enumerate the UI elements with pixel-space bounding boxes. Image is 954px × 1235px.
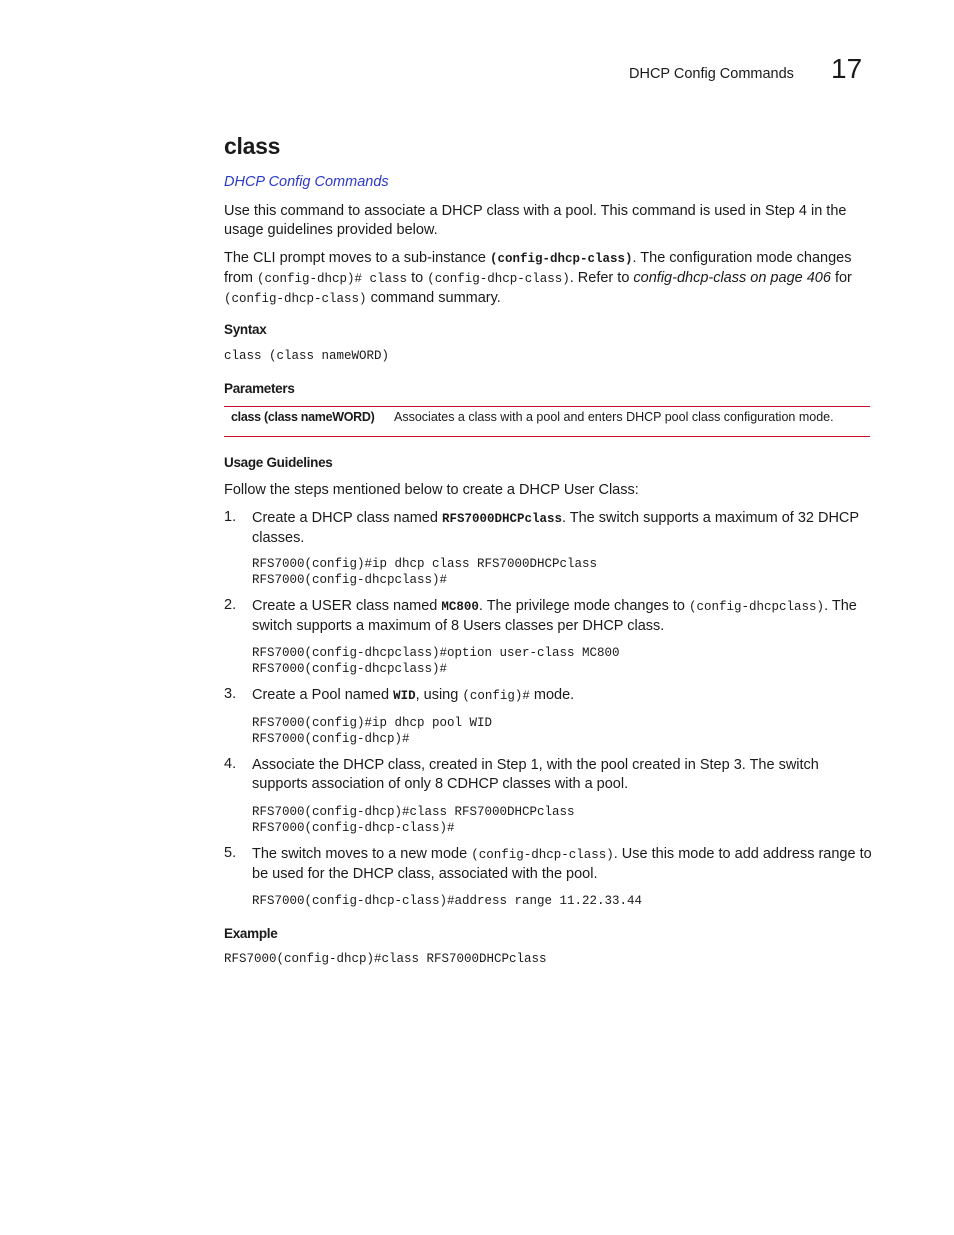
- step-number: 5.: [224, 845, 237, 861]
- step-3-code: RFS7000(config)#ip dhcp pool WID RFS7000(config-dhcp)#: [252, 716, 493, 746]
- step-5-text: The switch moves to a new mode (config-dhcp-class). Use this mode to add address range to be used for the DHCP class, associated with the pool.: [252, 846, 872, 882]
- breadcrumb-link[interactable]: DHCP Config Commands: [224, 174, 389, 190]
- step-2-code: RFS7000(config-dhcpclass)#option user-class MC800 RFS7000(config-dhcpclass)#: [252, 646, 620, 676]
- parameter-name: class (class nameWORD): [231, 410, 375, 424]
- cross-reference-link[interactable]: config-dhcp-class on page 406: [633, 270, 831, 286]
- step-4-code: RFS7000(config-dhcp)#class RFS7000DHCPclass RFS7000(config-dhcp-class)#: [252, 805, 575, 835]
- parameters-heading: Parameters: [224, 381, 295, 396]
- step-number: 4.: [224, 756, 237, 772]
- step-number: 1.: [224, 509, 237, 525]
- step-3-text: Create a Pool named WID, using (config)# mode.: [252, 687, 575, 703]
- step-2-text: Create a USER class named MC800. The privilege mode changes to (config-dhcpclass). The switch supports a maximum of 8 Users classes per DHCP class.: [252, 598, 857, 634]
- intro-paragraph-1: Use this command to associate a DHCP class with a pool. This command is used in Step 4 in the usage guidelines provided below.: [224, 203, 847, 238]
- running-header-title: DHCP Config Commands: [629, 66, 794, 82]
- step-1-text: Create a DHCP class named RFS7000DHCPclass. The switch supports a maximum of 32 DHCP classes.: [252, 510, 859, 546]
- table-bottom-rule: [224, 436, 870, 437]
- parameter-description: Associates a class with a pool and enters DHCP pool class configuration mode.: [394, 410, 834, 424]
- prompt-code: (config-dhcp-class): [489, 252, 633, 266]
- step-4-text: Associate the DHCP class, created in Step 1, with the pool created in Step 3. The switch supports association of only 8 CDHCP classes with a pool.: [252, 757, 819, 792]
- step-number: 3.: [224, 686, 237, 702]
- syntax-code: class (class nameWORD): [224, 349, 390, 363]
- page-title: class: [224, 133, 281, 159]
- step-1-code: RFS7000(config)#ip dhcp class RFS7000DHCPclass RFS7000(config-dhcpclass)#: [252, 557, 598, 587]
- usage-intro: Follow the steps mentioned below to create a DHCP User Class:: [224, 482, 639, 498]
- intro-paragraph-2: The CLI prompt moves to a sub-instance (config-dhcp-class). The configuration mode changes from (config-dhcp)# class to (config-dhcp-class). Refer to config-dhcp-class on page 406 for (config-dhcp-class) command summary.: [224, 250, 852, 306]
- example-code: RFS7000(config-dhcp)#class RFS7000DHCPclass: [224, 952, 547, 966]
- syntax-heading: Syntax: [224, 322, 267, 337]
- step-5-code: RFS7000(config-dhcp-class)#address range 11.22.33.44: [252, 894, 643, 908]
- chapter-number: 17: [831, 53, 863, 84]
- step-number: 2.: [224, 597, 237, 613]
- example-heading: Example: [224, 926, 278, 941]
- usage-guidelines-heading: Usage Guidelines: [224, 455, 333, 470]
- table-top-rule: [224, 406, 870, 407]
